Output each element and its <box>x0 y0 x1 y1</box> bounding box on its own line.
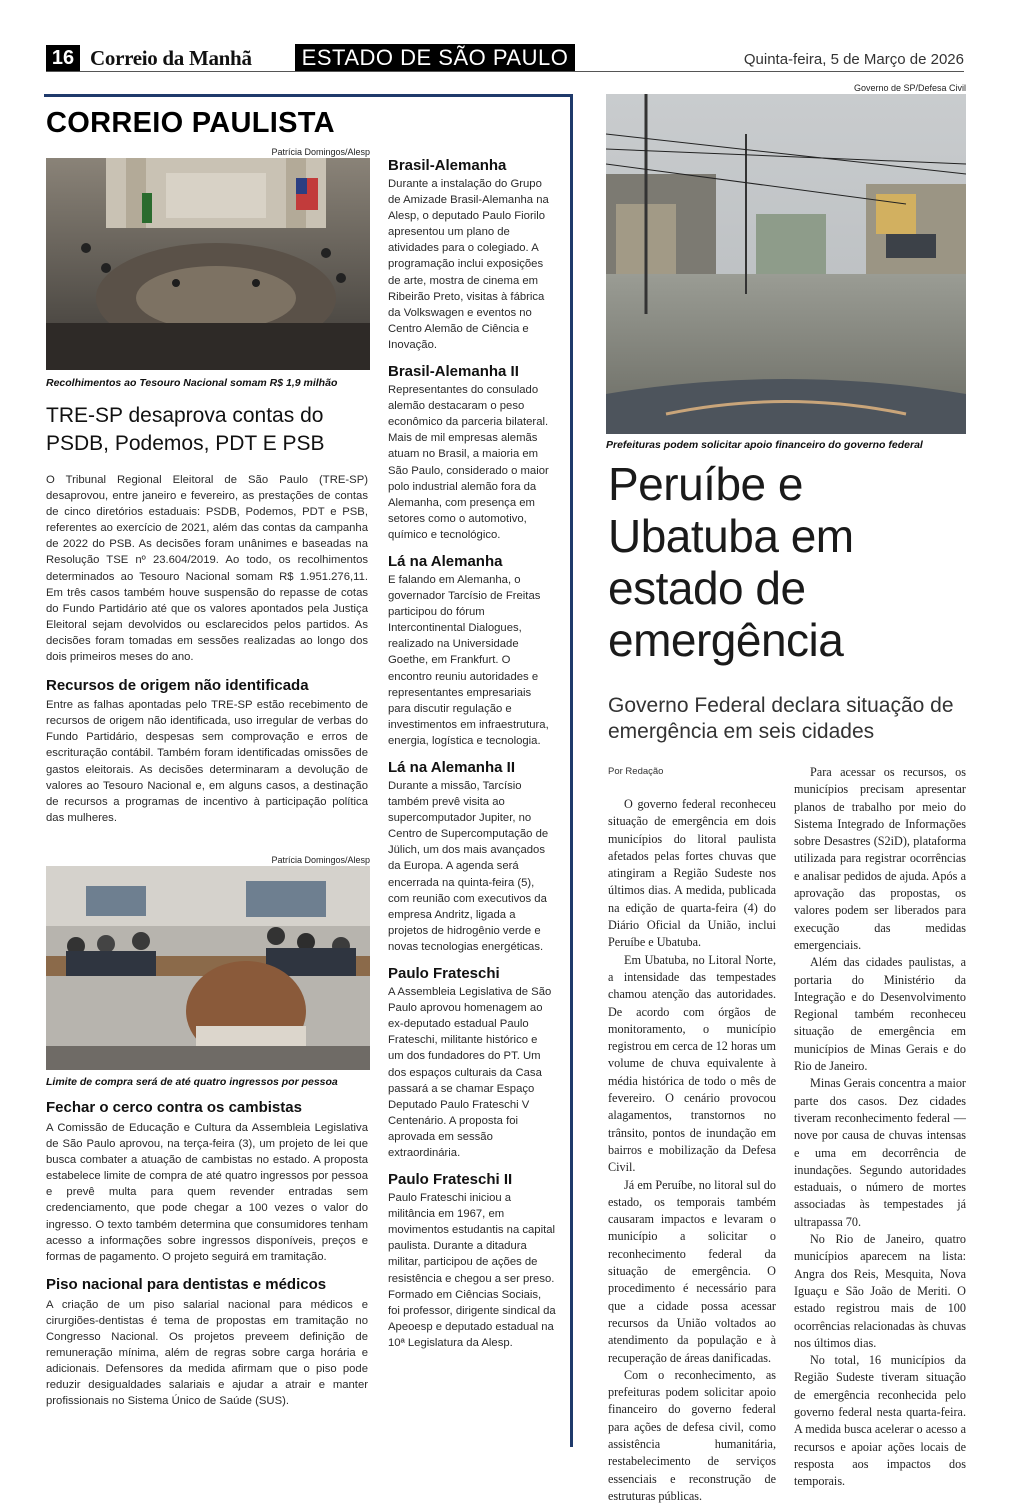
section-banner: ESTADO DE SÃO PAULO <box>295 44 575 72</box>
byline: Por Redação <box>608 766 664 777</box>
note-body: Representantes do consulado alemão destacaram o peso econômico da parceria bilateral. Mais de mil empresas alemãs atuam no Brasil, a maioria em São Paulo, considerado o maior polo industrial alemão fora da Alemanha, com presença em setores como o automotivo, químico e tecnológico. <box>388 384 549 541</box>
lead-paragraph: Além das cidades paulistas, a portaria do Ministério da Integração e do Desenvolvimento Regional também reconheceu situação de emergência em municípios de Minas Gerais e do Rio de Janeiro. <box>794 955 966 1074</box>
lead-paragraph: Em Ubatuba, no Litoral Norte, a intensidade das tempestades chamou atenção das autoridades. De acordo com órgãos de monitoramento, o município registrou em cerca de 12 horas um volume de chuva equivalente à média histórica de todo o mês de fevereiro. O cenário provocou alagamentos, transtornos no trânsito, pontos de inundação em bairros e mobilização da Defesa Civil. <box>608 952 776 1175</box>
note-title: Lá na Alemanha <box>388 552 503 570</box>
notes-column <box>388 156 556 1351</box>
issue-date: Quinta-feira, 5 de Março de 2026 <box>743 51 964 68</box>
note-title: Brasil-Alemanha <box>388 157 507 174</box>
lead-headline: Peruíbe e Ubatuba em estado de emergência <box>608 458 854 666</box>
subhead: Recursos de origem não identificada <box>46 677 309 695</box>
note-body: A Assembleia Legislativa de São Paulo aprovou homenagem ao ex-deputado estadual Paulo Frateschi, militante histórico e um dos fundadores do PT. Um dos espaços culturais da Casa passará a se chamar Espaço Deputado Paulo Frateschi V Centenário. A proposta foi aprovada em sessão extraordinária. <box>388 986 552 1159</box>
article-body: O Tribunal Regional Eleitoral de São Paulo (TRE-SP) desaprovou, entre janeiro e fevereiro, as prestações de contas de cinco diretórios estaduais: PSDB, Podemos, PDT e PSB, referentes ao exercício de 2021, além das contas da campanha de 2022 do PSB. As decisões foram unânimes e baseadas na Resolução TSE nº 23.604/2019. Ao todo, os recolhimentos determinados ao Tesouro Nacional somam R$ 1.951.276,11. Em três casos também houve suspensão do repasse de cotas do Fundo Partidário até que os valores apontados pela Justiça Eleitoral sejam devolvidos ou esclarecidos pelos partidos. As decisões foram tomadas em sessões realizadas ao longo dos dois primeiros meses do ano. <box>46 474 368 664</box>
lead-subheadline: Governo Federal declara situação de emergência em seis cidades <box>608 694 954 743</box>
header-rule <box>46 71 964 72</box>
note-body: E falando em Alemanha, o governador Tarcísio de Freitas participou do fórum Intercontinental Dialogues, realizado na Universidade Goethe, em Frankfurt. O encontro reuniu autoridades e representantes empresariais para discutir regulação e investimentos em infraestrutura, energia, logística e tecnologia. <box>388 573 549 747</box>
tre-article <box>46 472 368 826</box>
subhead: Fechar o cerco contra os cambistas <box>46 1099 302 1116</box>
note-title: Paulo Frateschi <box>388 965 500 983</box>
note-title: Paulo Frateschi II <box>388 1171 513 1189</box>
lead-paragraph: O governo federal reconheceu situação de emergência em dois municípios do litoral paulista afetados pelas fortes chuvas que atingiram a Região Sudeste nos últimos dias. A medida, publicada na edição de quarta-feira (4) do Diário Oficial da União, inclui Peruíbe e Ubatuba. <box>608 797 776 950</box>
photo-caption: Recolhimentos ao Tesouro Nacional somam R$ 1,9 milhão <box>46 377 338 389</box>
note-title: Lá na Alemanha II <box>388 759 515 776</box>
lead-paragraph: Minas Gerais concentra a maior parte dos casos. Dez cidades tiveram reconhecimento federal — nove por causa de chuvas intensas e uma em decorrência de inundações. Segundo autoridades estaduais, o número de mortes associadas às tempestades já ultrapassa 70. <box>794 1076 966 1229</box>
article-body: A Comissão de Educação e Cultura da Assembleia Legislativa de São Paulo aprovou, na terça-feira (3), um projeto de lei que busca combater a atuação de cambistas no estado. A proposta estabelece limite de compra de até quatro ingressos por pessoa e prevê multa para quem revender entradas sem credenciamento, que pode chegar a 100 vezes o valor do ingresso. O texto também determina que consumidores tenham acesso a informações sobre ingressos disponíveis, preços e formas de pagamento. O projeto seguirá em tramitação. <box>46 1122 368 1263</box>
photo-credit: Patrícia Domingos/Alesp <box>271 855 370 865</box>
note-body: Durante a instalação do Grupo de Amizade Brasil-Alemanha na Alesp, o deputado Paulo Fiorilo apresentou um plano de atividades para o colegiado. A programação inclui exposições de arte, mostra de cinema em Ribeirão Preto, visitas à fábrica da Volkswagen e eventos no Centro Alemão de Ciência e Inovação. <box>388 178 549 351</box>
flood-photo <box>606 94 966 434</box>
lead-column-1 <box>608 796 776 1505</box>
lead-paragraph: No Rio de Janeiro, quatro municípios aparecem na lista: Angra dos Reis, Mesquita, Nova Iguaçu e São João de Meriti. O estado registrou mais de 100 ocorrências relacionadas às chuvas nos últimos dias. <box>794 1232 966 1350</box>
lead-paragraph: No total, 16 municípios da Região Sudeste tiveram situação de emergência reconhecida pelo governo federal nesta quarta-feira. A medida busca acelerar o acesso a recursos e apoiar ações locais de resposta aos impactos dos temporais. <box>794 1353 966 1489</box>
bottom-articles <box>46 1098 368 1410</box>
photo-caption: Limite de compra será de até quatro ingressos por pessoa <box>46 1076 338 1088</box>
column-title: CORREIO PAULISTA <box>46 107 335 139</box>
newspaper-name: Correio da Manhã <box>90 46 252 70</box>
commission-photo <box>46 866 370 1070</box>
page-number: 16 <box>46 45 80 71</box>
photo-caption: Prefeituras podem solicitar apoio financeiro do governo federal <box>606 439 923 451</box>
lead-paragraph: Já em Peruíbe, no litoral sul do estado, os temporais também causaram impactos e levaram o município a solicitar o reconhecimento federal da situação de emergência. O procedimento é necessário para que a cidade possa acessar recursos da União voltados ao atendimento da população e à recuperação de áreas danificadas. <box>608 1177 776 1365</box>
article-headline: TRE-SP desaprova contas do PSDB, Podemos, PDT E PSB <box>46 404 325 455</box>
photo-credit: Patrícia Domingos/Alesp <box>271 147 370 157</box>
photo-credit: Governo de SP/Defesa Civil <box>853 83 966 93</box>
note-body: Durante a missão, Tarcísio também prevê visita ao supercomputador Jupiter, no Centro de Supercomputação de Jülich, um dos mais avançados da Europa. A agenda será encerrada na quinta-feira (5), com reunião com executivos da empresa Andritz, ligada a projetos de hidrogênio verde e novas tecnologias energéticas. <box>388 780 549 953</box>
assembly-photo <box>46 158 370 370</box>
subhead: Piso nacional para dentistas e médicos <box>46 1275 327 1293</box>
note-body: Paulo Frateschi iniciou a militância em 1967, em movimentos estudantis na capital paulista. Durante a ditadura militar, participou de ações de resistência e chegou a ser preso. Formado em Ciências Sociais, foi professor, dirigente sindical da Apeoesp e deputado estadual na 10ª Legislatura da Alesp. <box>388 1192 556 1349</box>
article-body: A criação de um piso salarial nacional para médicos e cirurgiões-dentistas é tema de propostas em tramitação no Congresso Nacional. Os projetos preveem definição de remuneração mínima, além de regras sobre carga horária e adicionais. Defensores da medida afirmam que o piso pode reduzir desigualdades salariais e ajudar a atrair e manter profissionais no Sistema Único de Saúde (SUS). <box>46 1298 368 1408</box>
lead-paragraph: Para acessar os recursos, os municípios precisam apresentar planos de trabalho por meio do Sistema Integrado de Informações sobre Desastres (S2iD), plataforma utilizada para registrar ocorrências e analisar pedidos de ajuda. Após a aprovação das propostas, os valores podem ser liberados para execução das medidas emergenciais. <box>794 765 966 952</box>
lead-paragraph: Com o reconhecimento, as prefeituras podem solicitar apoio financeiro do governo federal para ações de defesa civil, como assistência humanitária, restabelecimento de serviços essenciais e reconstrução de estruturas públicas. <box>608 1367 776 1503</box>
lead-column-2 <box>794 764 966 1490</box>
article-body: Entre as falhas apontadas pelo TRE-SP estão recebimento de recursos de origem não identificada, uso irregular de verbas do Fundo Partidário, despesas sem comprovação e erros de escrituração contábil. Também foram identificadas omissões de gastos eleitorais. As decisões determinaram a devolução de valores ao Tesouro Nacional e, em alguns casos, a destinação de recursos a programas de incentivo à participação política das mulheres. <box>46 699 368 824</box>
note-title: Brasil-Alemanha II <box>388 363 519 381</box>
